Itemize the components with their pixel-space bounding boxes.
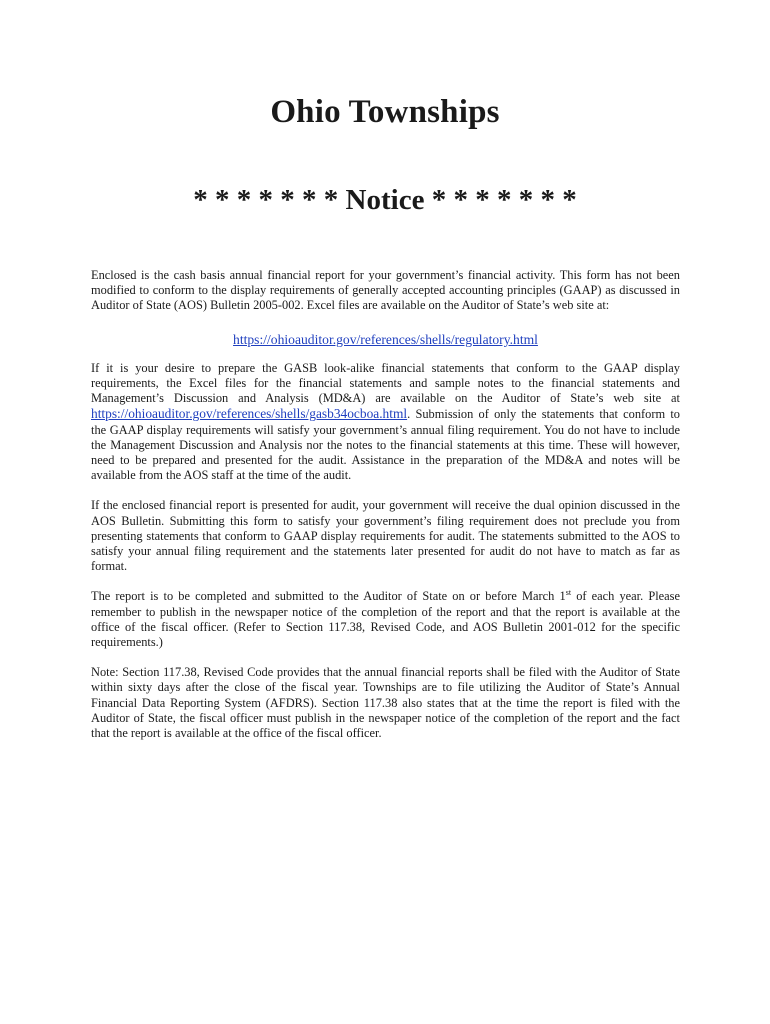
document-body bbox=[91, 268, 680, 756]
paragraph-intro: Enclosed is the cash basis annual financial report for your government’s financial activity. This form has not been modified to conform to the display requirements of generally accepted accounting principles (GAAP) as discussed in Auditor of State (AOS) Bulletin 2005-002. Excel files are available on the Auditor of State’s web site at: bbox=[91, 268, 680, 313]
paragraph-gasb-text-end: . Submission of only the statements that conform to the GAAP display requirements will satisfy your government’s annual filing requirement. You do not have to include the Management Discussion and Analysis nor the notes to the financial statements at this time. These will however, need to be prepared and presented for the audit. Assistance in the preparation of the MD&A and notes will be available from the AOS staff at the time of the audit. bbox=[91, 407, 680, 483]
paragraph-deadline bbox=[91, 589, 680, 650]
paragraph-gasb-text-start: If it is your desire to prepare the GASB look-alike financial statements that conform to the GAAP display requirements, the Excel files for the financial statements and sample notes to the financial statements and Management’s Discussion and Analysis (MD&A) are available on the Auditor of State’s web site at bbox=[91, 360, 680, 406]
paragraph-note: Note: Section 117.38, Revised Code provides that the annual financial reports shall be filed with the Auditor of State within sixty days after the close of the fiscal year. Townships are to file utilizing the Auditor of State’s Annual Financial Data Reporting System (AFDRS). Section 117.38 also states that at the time the report is filed with the Auditor of State, the fiscal officer must publish in the newspaper notice of the completion of the report and the fact that the report is available at the office of the fiscal officer. bbox=[91, 665, 680, 741]
paragraph-deadline-text-end: of each year. Please remember to publish in the newspaper notice of the completion of the report and that the report is available at the office of the fiscal officer. (Refer to Section 117.38, Revised Code, and AOS Bulletin 2001-012 for the specific requirements.) bbox=[91, 589, 680, 650]
gasb34-link[interactable]: https://ohioauditor.gov/references/shells/gasb34ocboa.html bbox=[91, 406, 408, 422]
paragraph-deadline-text-start: The report is to be completed and submitted to the Auditor of State on or before March 1 bbox=[91, 589, 566, 604]
ordinal-suffix: st bbox=[565, 588, 572, 598]
notice-heading: * * * * * * * Notice * * * * * * * bbox=[193, 184, 577, 216]
page-title: Ohio Townships bbox=[270, 94, 500, 130]
paragraph-audit: If the enclosed financial report is presented for audit, your government will receive the dual opinion discussed in the AOS Bulletin. Submitting this form to satisfy your government’s filing requirement does not preclude you from presenting statements that conform to GAAP display requirements for audit. The statements submitted to the AOS to satisfy your annual filing requirement and the statements later presented for audit do not have to match as far as format. bbox=[91, 498, 680, 574]
regulatory-link-line bbox=[91, 332, 680, 347]
regulatory-link[interactable]: https://ohioauditor.gov/references/shells/regulatory.html bbox=[233, 331, 538, 347]
paragraph-gasb bbox=[91, 361, 680, 484]
